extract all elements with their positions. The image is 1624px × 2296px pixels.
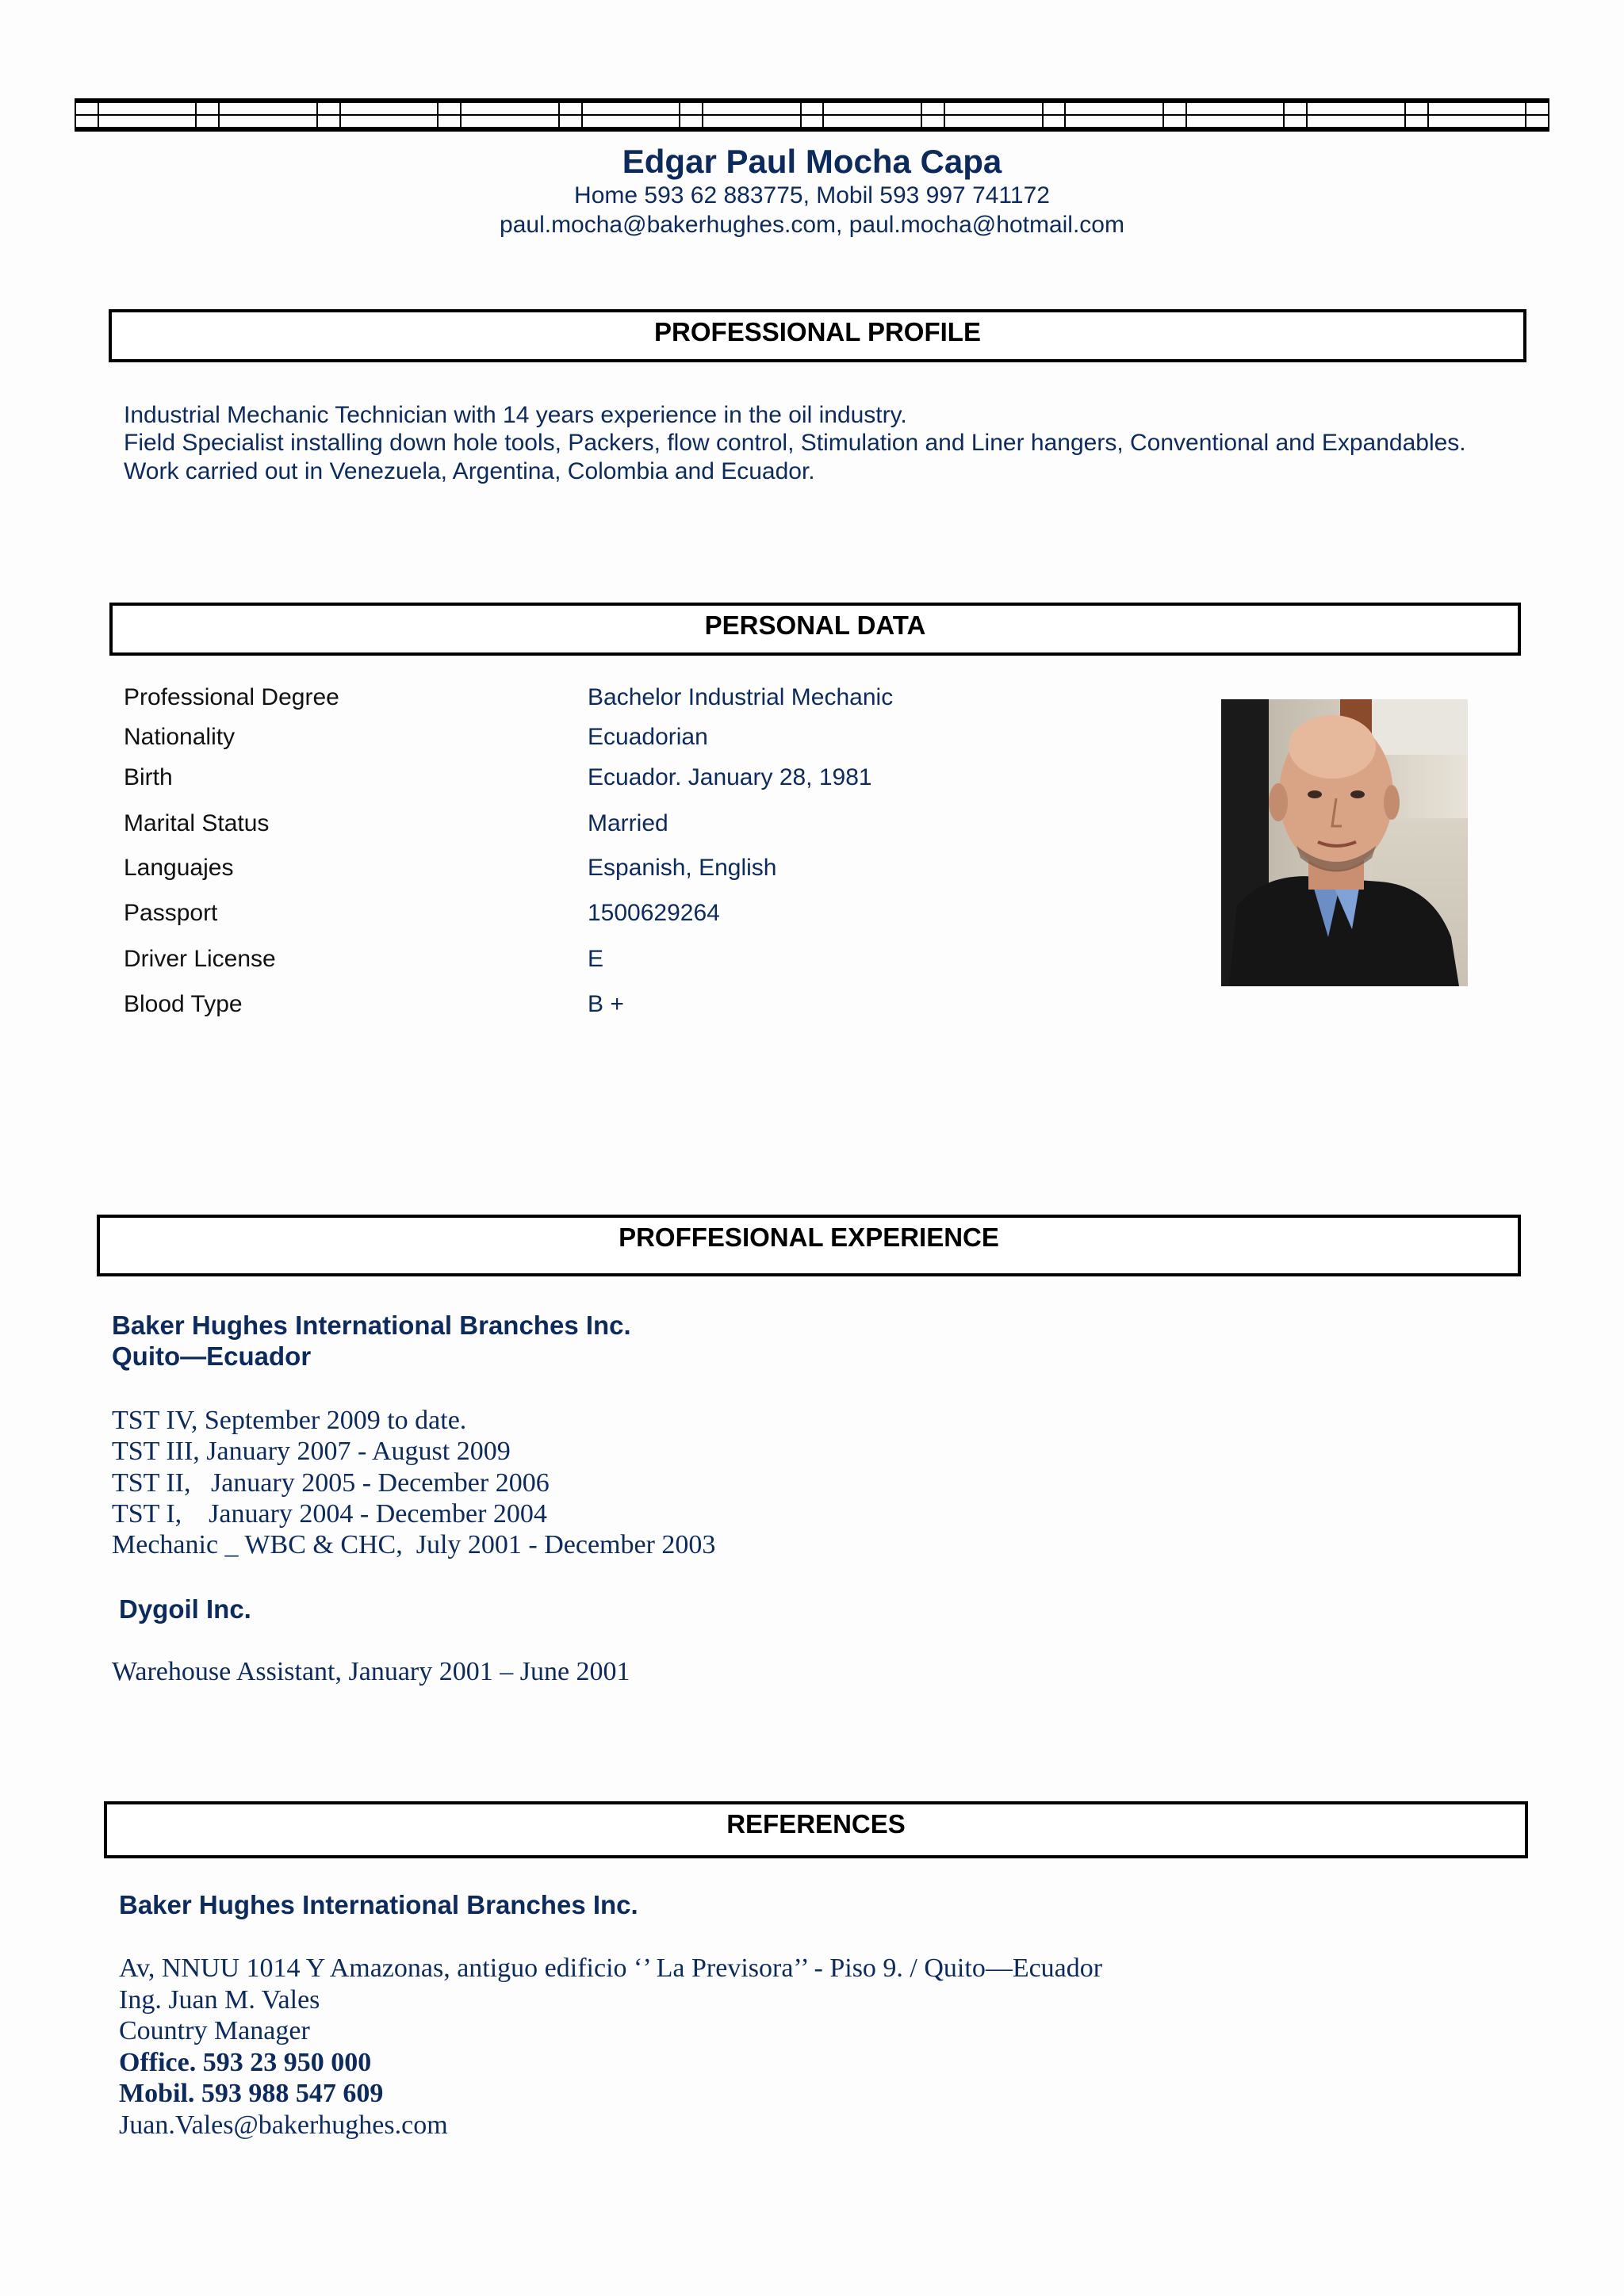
section-references	[104, 1801, 1528, 1858]
profile-photo	[1221, 699, 1468, 986]
personal-value: Espanish, English	[588, 855, 777, 881]
header-ornament-rule	[75, 98, 1549, 132]
personal-value: E	[588, 946, 604, 972]
personal-value: Bachelor Industrial Mechanic	[588, 684, 894, 710]
section-title: PROFFESIONAL EXPERIENCE	[619, 1223, 999, 1252]
position-entry: TST I, January 2004 - December 2004	[112, 1499, 547, 1529]
reference-mobile-phone: Mobil. 593 988 547 609	[119, 2079, 384, 2108]
contact-emails: paul.mocha@bakerhughes.com, paul.mocha@hotmail.com	[500, 212, 1124, 238]
personal-label: Blood Type	[124, 991, 243, 1017]
personal-label: Nationality	[124, 724, 236, 750]
personal-label: Driver License	[124, 946, 276, 972]
reference-address: Av, NNUU 1014 Y Amazonas, antiguo edificio ‘’ La Previsora’’ - Piso 9. / Quito—Ecuador	[119, 1954, 1103, 1983]
position-entry: TST IV, September 2009 to date.	[112, 1406, 467, 1435]
reference-contact-name: Ing. Juan M. Vales	[119, 1985, 320, 2015]
personal-value: Ecuador. January 28, 1981	[588, 764, 872, 790]
personal-value: Married	[588, 810, 668, 836]
company-name: Dygoil Inc.	[119, 1594, 251, 1624]
section-title: PROFESSIONAL PROFILE	[654, 317, 981, 346]
position-entry: Mechanic _ WBC & CHC, July 2001 - December 2003	[112, 1530, 716, 1559]
personal-label: Professional Degree	[124, 684, 339, 710]
personal-value: Ecuadorian	[588, 724, 708, 750]
section-professional-profile	[109, 309, 1526, 362]
position-entry: TST II, January 2005 - December 2006	[112, 1468, 550, 1498]
personal-label: Marital Status	[124, 810, 270, 836]
position-entry: Warehouse Assistant, January 2001 – June 2001	[112, 1657, 630, 1686]
reference-contact-role: Country Manager	[119, 2016, 310, 2045]
section-title: REFERENCES	[726, 1809, 906, 1839]
reference-office-phone: Office. 593 23 950 000	[119, 2048, 372, 2077]
section-personal-data	[109, 603, 1521, 656]
position-entry: TST III, January 2007 - August 2009	[112, 1437, 511, 1466]
personal-label: Passport	[124, 900, 218, 926]
personal-label: Languajes	[124, 855, 234, 881]
company-name: Baker Hughes International Branches Inc.	[112, 1311, 631, 1340]
profile-line: Industrial Mechanic Technician with 14 years experience in the oil industry.	[124, 402, 907, 428]
reference-company: Baker Hughes International Branches Inc.	[119, 1890, 638, 1919]
personal-label: Birth	[124, 764, 173, 790]
section-professional-experience	[97, 1215, 1521, 1276]
profile-line: Work carried out in Venezuela, Argentina, Colombia and Ecuador.	[124, 458, 815, 484]
reference-email: Juan.Vales@bakerhughes.com	[119, 2110, 448, 2140]
section-title: PERSONAL DATA	[704, 610, 926, 640]
personal-value: B +	[588, 991, 624, 1017]
profile-line: Field Specialist installing down hole tools, Packers, flow control, Stimulation and Liner hangers, Conventional and Expandables.	[124, 430, 1466, 456]
contact-phones: Home 593 62 883775, Mobil 593 997 741172	[574, 182, 1050, 209]
personal-value: 1500629264	[588, 900, 720, 926]
company-location: Quito—Ecuador	[112, 1341, 312, 1371]
candidate-name: Edgar Paul Mocha Capa	[622, 143, 1002, 180]
